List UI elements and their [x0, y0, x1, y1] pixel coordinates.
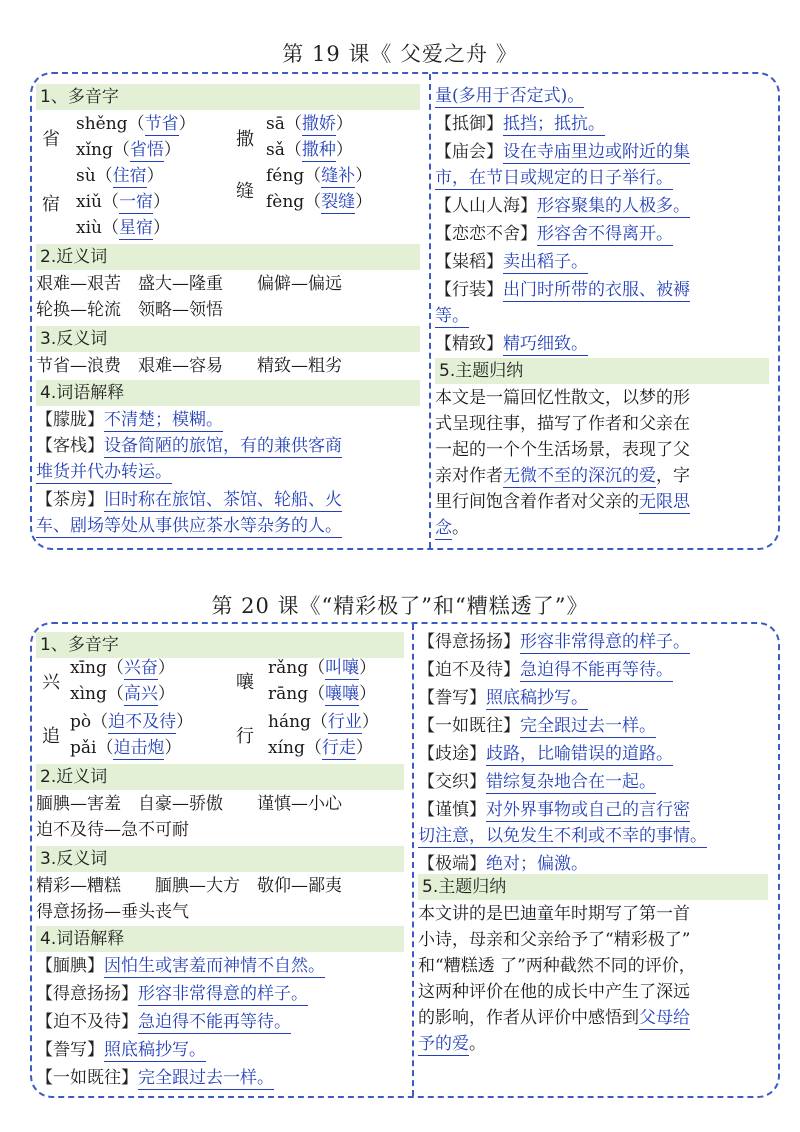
definition-continued: 等。 — [435, 306, 469, 326]
definition-item: 【极端】绝对；偏激。 — [418, 854, 588, 874]
polyphone-entry: xiǔ（一宿） — [76, 192, 170, 212]
section-theme-header: 5.主题归纳 — [418, 874, 768, 900]
section-synonym-header: 2.近义词 — [36, 764, 404, 790]
theme-line: 一起的一个个生活场景，表现了父 — [435, 440, 690, 460]
polyphone-char: 嚷 — [236, 672, 254, 693]
synonym-line: 腼腆—害羞 自豪—骄傲 谨慎—小心 — [36, 794, 342, 814]
polyphone-char: 省 — [42, 129, 60, 150]
definition-item: 【人山人海】形容聚集的人极多。 — [435, 196, 690, 216]
definition-continued: 市，在节日或规定的日子举行。 — [435, 168, 673, 188]
section-antonym-header: 3.反义词 — [36, 846, 404, 872]
section-synonym-header: 2.近义词 — [36, 244, 420, 270]
polyphone-entry: rāng（嚷嚷） — [268, 684, 377, 704]
section-polyphone-header: 1、多音字 — [36, 84, 420, 110]
theme-line: 小诗，母亲和父亲给予了“精彩极了” — [418, 930, 691, 950]
polyphone-char: 撒 — [236, 129, 254, 150]
section-definition-header: 4.词语解释 — [36, 380, 420, 406]
theme-line: 的影响，作者从评价中感悟到父母给 — [418, 1008, 690, 1028]
polyphone-char: 行 — [236, 726, 254, 747]
definition-item: 【谨慎】对外界事物或自己的言行密 — [418, 800, 690, 820]
polyphone-entry: shěng（节省） — [76, 114, 196, 134]
definition-continued: 车、剧场等处从事供应茶水等杂务的人。 — [36, 516, 342, 536]
definition-item: 【一如既往】完全跟过去一样。 — [418, 716, 656, 736]
section-antonym-header: 3.反义词 — [36, 326, 420, 352]
definition-item: 【歧途】歧路，比喻错误的道路。 — [418, 744, 673, 764]
polyphone-entry: pò（迫不及待） — [70, 712, 194, 732]
definition-item: 【交织】错综复杂地合在一起。 — [418, 772, 656, 792]
lesson-20-title: 第 20 课《“精彩极了”和“糟糕透了”》 — [211, 594, 589, 618]
polyphone-entry: sù（住宿） — [76, 166, 164, 186]
polyphone-entry: féng（缝补） — [266, 166, 373, 186]
definition-item: 【茶房】旧时称在旅馆、茶馆、轮船、火 — [36, 490, 342, 510]
theme-line: 予的爱。 — [418, 1034, 486, 1054]
polyphone-char: 宿 — [42, 194, 60, 215]
polyphone-entry: háng（行业） — [268, 712, 379, 732]
definition-item: 【行装】出门时所带的衣服、被褥 — [435, 280, 690, 300]
definition-item: 【一如既往】完全跟过去一样。 — [36, 1068, 274, 1088]
theme-line: 式呈现往事，描写了作者和父亲在 — [435, 414, 690, 434]
polyphone-entry: xǐng（省悟） — [76, 140, 181, 160]
definition-item: 【得意扬扬】形容非常得意的样子。 — [418, 632, 690, 652]
theme-line: 和“糟糕透 了”两种截然不同的评价， — [418, 956, 696, 976]
polyphone-entry: xíng（行走） — [268, 738, 373, 758]
definition-item: 【誊写】照底稿抄写。 — [36, 1040, 206, 1060]
definition-item: 【得意扬扬】形容非常得意的样子。 — [36, 984, 308, 1004]
theme-line: 本文讲的是巴迪童年时期写了第一首 — [418, 904, 690, 924]
definition-continued: 量(多用于否定式)。 — [435, 86, 585, 106]
definition-item: 【迫不及待】急迫得不能再等待。 — [36, 1012, 291, 1032]
definition-item: 【抵御】抵挡；抵抗。 — [435, 114, 605, 134]
column-divider — [429, 74, 431, 548]
definition-item: 【誊写】照底稿抄写。 — [418, 688, 588, 708]
theme-line: 亲对作者无微不至的深沉的爱，字 — [435, 466, 690, 486]
lesson-19-title: 第 19 课《 父爱之舟 》 — [282, 42, 518, 66]
antonym-line: 精彩—糟糕 腼腆—大方 敬仰—鄙夷 — [36, 876, 342, 896]
definition-item: 【迫不及待】急迫得不能再等待。 — [418, 660, 673, 680]
polyphone-char: 缝 — [236, 181, 254, 202]
definition-continued: 切注意，以免发生不利或不幸的事情。 — [418, 826, 707, 846]
polyphone-entry: sā（撒娇） — [266, 114, 353, 134]
polyphone-entry: xìng（高兴） — [70, 684, 175, 704]
definition-item: 【精致】精巧细致。 — [435, 334, 588, 354]
polyphone-entry: sǎ（撒种） — [266, 140, 353, 160]
polyphone-entry: xīng（兴奋） — [70, 658, 175, 678]
lesson-20-card — [30, 622, 780, 1098]
definition-item: 【朦胧】不清楚；模糊。 — [36, 410, 223, 430]
polyphone-entry: fèng（裂缝） — [266, 192, 373, 212]
definition-item: 【恋恋不舍】形容舍不得离开。 — [435, 224, 673, 244]
polyphone-entry: rǎng（叫嚷） — [268, 658, 377, 678]
section-polyphone-header: 1、多音字 — [36, 632, 404, 658]
definition-item: 【客栈】设备简陋的旅馆，有的兼供客商 — [36, 436, 342, 456]
antonym-line: 节省—浪费 艰难—容易 精致—粗劣 — [36, 356, 342, 376]
polyphone-char: 追 — [42, 726, 60, 747]
synonym-line: 迫不及待—急不可耐 — [36, 820, 189, 840]
polyphone-char: 兴 — [42, 672, 60, 693]
synonym-line: 艰难—艰苦 盛大—隆重 偏僻—偏远 — [36, 274, 342, 294]
lesson-19-card — [30, 72, 780, 550]
theme-line: 这两种评价在他的成长中产生了深远 — [418, 982, 690, 1002]
definition-item: 【腼腆】因怕生或害羞而神情不自然。 — [36, 956, 325, 976]
theme-line: 本文是一篇回忆性散文，以梦的形 — [435, 388, 690, 408]
section-definition-header: 4.词语解释 — [36, 926, 404, 952]
synonym-line: 轮换—轮流 领略—领悟 — [36, 300, 223, 320]
antonym-line: 得意扬扬—垂头丧气 — [36, 902, 189, 922]
definition-continued: 堆货并代办转运。 — [36, 462, 172, 482]
polyphone-entry: pǎi（迫击炮） — [70, 738, 182, 758]
column-divider — [412, 624, 414, 1096]
theme-line: 念。 — [435, 518, 469, 538]
section-theme-header: 5.主题归纳 — [435, 358, 769, 384]
definition-item: 【庙会】设在寺庙里边或附近的集 — [435, 142, 690, 162]
polyphone-entry: xiù（星宿） — [76, 218, 170, 238]
definition-item: 【粜稻】卖出稻子。 — [435, 252, 588, 272]
theme-line: 里行间饱含着作者对父亲的无限思 — [435, 492, 690, 512]
